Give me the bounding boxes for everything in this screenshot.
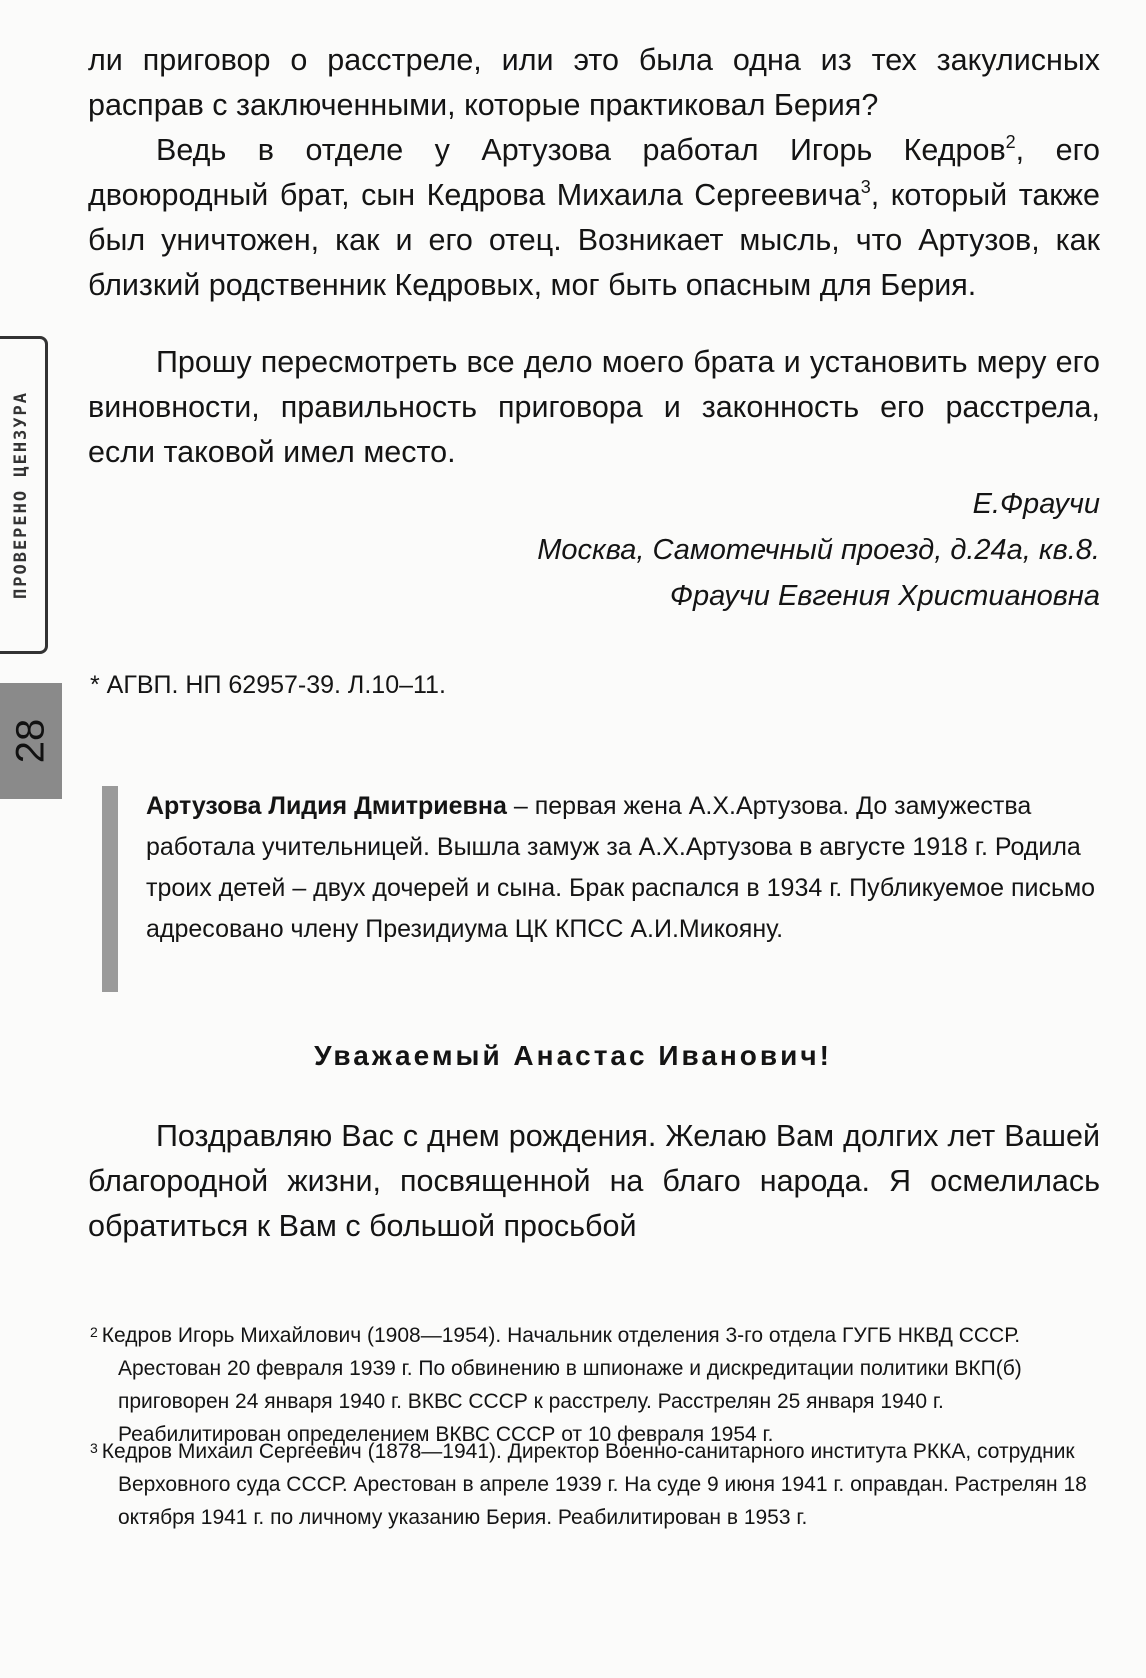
letter2-intro <box>146 786 1106 950</box>
footnote-2-mark: 2 <box>90 1324 98 1340</box>
letter1-paragraph-kedrov-part-c: , который также был уничтожен, как и его отец. Возникает мысль, что Артузов, как близкий родственник Кедровых, мог быть опасным для Берия. <box>88 178 1100 302</box>
footnote-2-body <box>90 1316 1102 1451</box>
footnote-ref-2: 2 <box>1005 132 1016 152</box>
footnote-2-text: Кедров Игорь Михайлович (1908—1954). Начальник отделения 3-го отдела ГУГБ НКВД СССР. Арестован 20 февраля 1939 г. По обвинению в шпионаже и дискредитации политики ВКП(б) приговорен 24 января 1940 г. ВКВС СССР к расстрелу. Расстрелян 25 января 1940 г. Реабилитирован определением ВКВС СССР от 10 февраля 1954 г. <box>101 1324 1022 1446</box>
letter1-paragraph-kedrov <box>88 128 1100 308</box>
footnote-2 <box>90 1316 1102 1451</box>
intro-side-bar <box>102 786 118 992</box>
letter1-paragraph-continued: ли приговор о расстреле, или это была одна из тех закулисных расправ с заключенными, которые практиковал Берия? <box>88 43 1100 122</box>
signature-full-name: Фраучи Евгения Христиановна <box>669 580 1100 612</box>
letter1-paragraph-request: Прошу пересмотреть все дело моего брата и установить меру его виновности, правильность приговора и законность его расстрела, если таковой имел место. <box>88 345 1100 469</box>
letter2-salutation: Уважаемый Анастас Иванович! <box>314 1040 832 1071</box>
letter1-paragraph-kedrov-part-b: , его двоюродный брат, сын Кедрова Михаила Сергеевича <box>88 133 1100 212</box>
letter2-paragraph-greeting: Поздравляю Вас с днем рождения. Желаю Вам долгих лет Вашей благородной жизни, посвященной на благо народа. Я осмелилась обратиться к Вам с большой просьбой <box>88 1119 1100 1243</box>
footnote-3-mark: 3 <box>90 1440 98 1456</box>
footnote-3-text: Кедров Михаил Сергеевич (1878—1941). Директор Военно-санитарного института РККА, сотрудник Верховного суда СССР. Арестован в апреле 1939 г. На суде 9 июня 1941 г. оправдан. Растрелян 18 октября 1941 г. по личному указанию Берия. Реабилитирован в 1953 г. <box>101 1440 1087 1529</box>
censor-stamp-text: ПРОВЕРЕНО ЦЕНЗУРА <box>10 391 31 599</box>
footnote-3 <box>90 1432 1102 1534</box>
censor-stamp <box>0 336 48 654</box>
footnote-3-body <box>90 1432 1102 1534</box>
intro-description: – первая жена А.Х.Артузова. До замужества работала учительницей. Вышла замуж за А.Х.Артузова в августе 1918 г. Родила троих детей – двух дочерей и сына. Брак распался в 1934 г. Публикуемое письмо адресовано члену Президиума ЦК КПСС А.И.Микояну. <box>146 792 1096 943</box>
letter1-paragraph-kedrov-part-a: Ведь в отделе у Артузова работал Игорь Кедров <box>156 133 1006 167</box>
signature-address: Москва, Самотечный проезд, д.24а, кв.8. <box>537 534 1100 566</box>
page-number-tab <box>0 683 62 799</box>
signature-short: Е.Фраучи <box>972 488 1100 520</box>
page-number: 28 <box>8 718 53 764</box>
archive-reference: * АГВП. НП 62957-39. Л.10–11. <box>90 671 446 699</box>
footnote-ref-3: 3 <box>860 177 871 197</box>
intro-person-name: Артузова Лидия Дмитриевна <box>146 792 507 820</box>
